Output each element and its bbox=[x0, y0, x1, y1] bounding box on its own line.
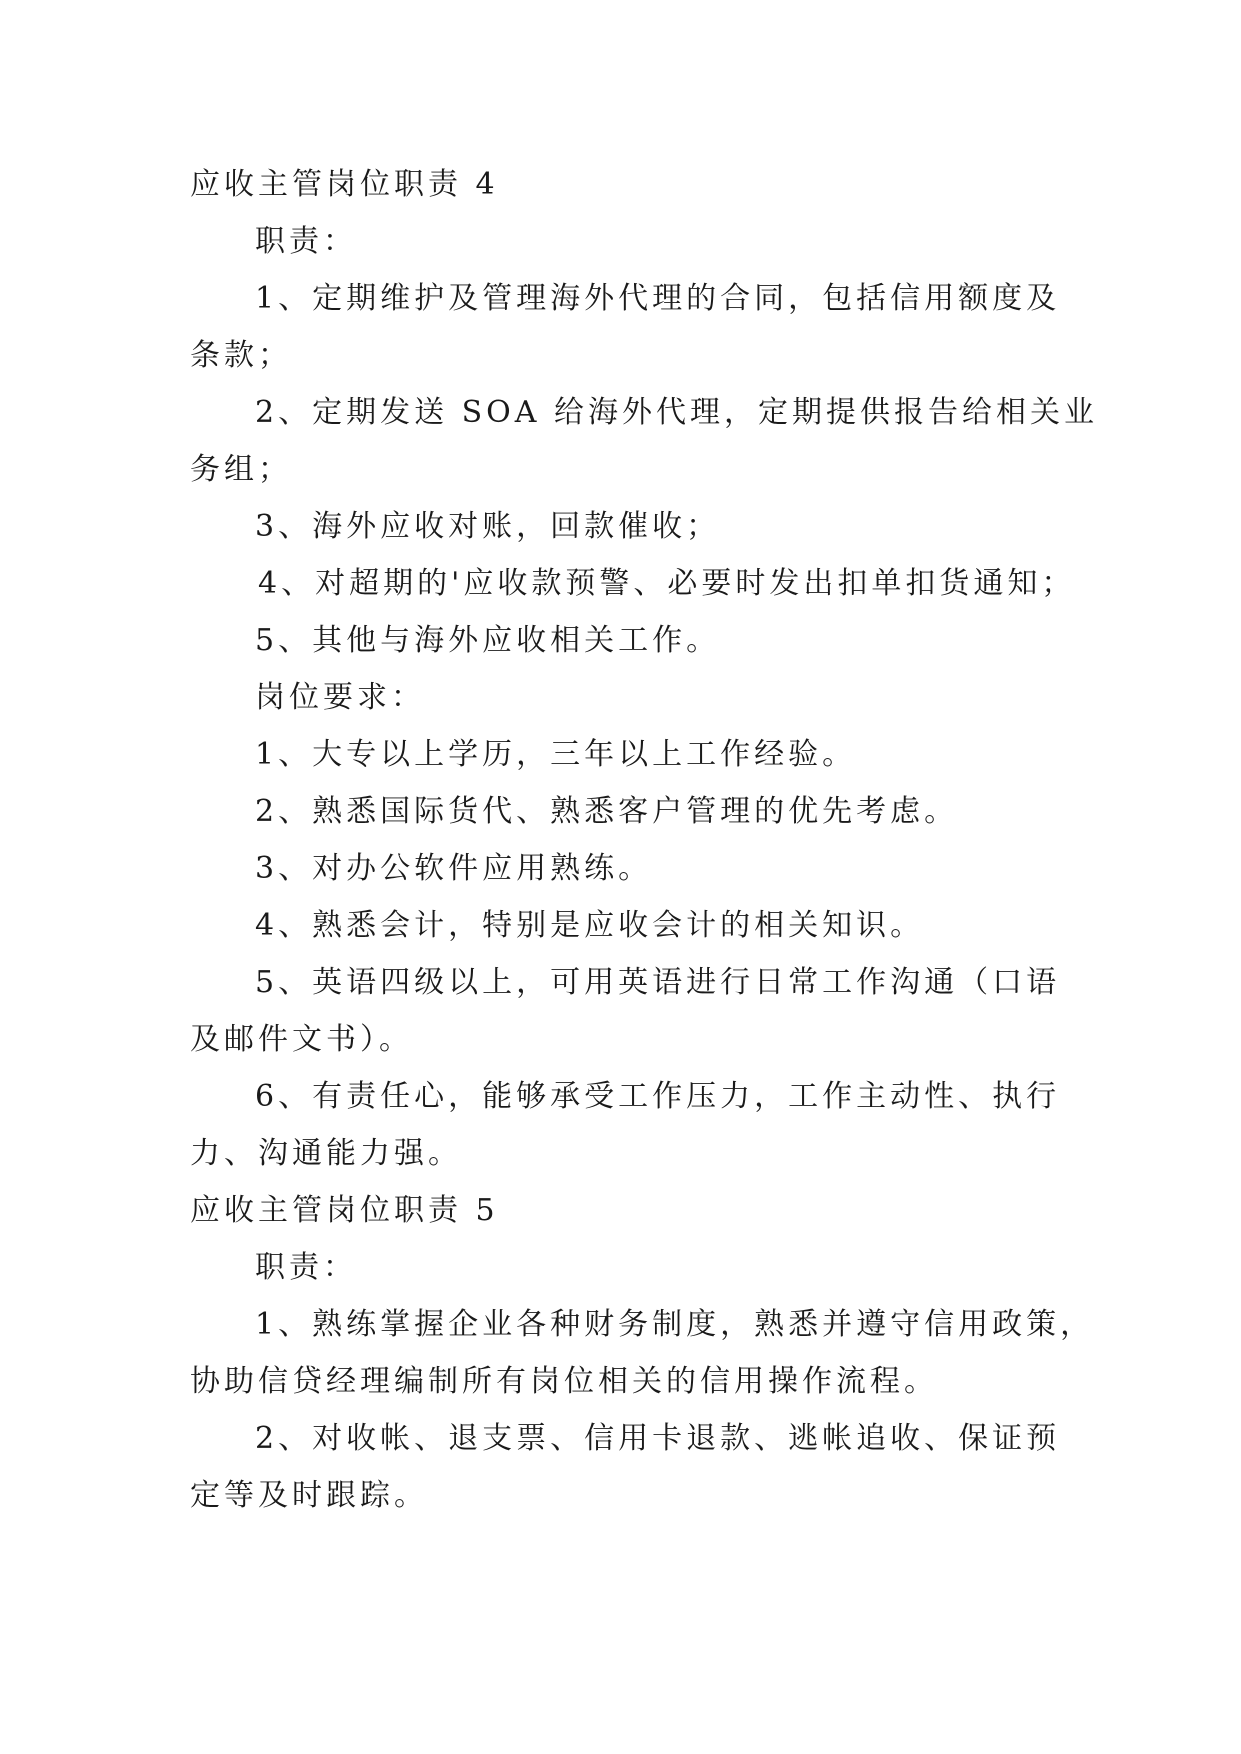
section4-duty-4: 4、对超期的'应收款预警、必要时发出扣单扣货通知； bbox=[258, 566, 1076, 601]
section5-duty-2-line2: 定等及时跟踪。 bbox=[190, 1478, 428, 1513]
section4-requirement-5-line2: 及邮件文书）。 bbox=[190, 1022, 413, 1057]
section4-requirements-heading: 岗位要求： bbox=[255, 680, 425, 715]
section4-duty-2-line1: 2、定期发送 SOA 给海外代理，定期提供报告给相关业 bbox=[255, 395, 1098, 430]
section4-duty-1-line2: 条款； bbox=[190, 338, 292, 373]
section4-duty-5: 5、其他与海外应收相关工作。 bbox=[255, 623, 721, 658]
section4-duties-heading: 职责： bbox=[255, 224, 357, 259]
section5-duty-1-line1: 1、熟练掌握企业各种财务制度，熟悉并遵守信用政策， bbox=[255, 1307, 1095, 1342]
section4-requirement-6-line2: 力、沟通能力强。 bbox=[190, 1136, 462, 1171]
section4-duty-1-line1: 1、定期维护及管理海外代理的合同，包括信用额度及 bbox=[255, 281, 1061, 316]
section4-requirement-3: 3、对办公软件应用熟练。 bbox=[255, 851, 653, 886]
section4-requirement-6-line1: 6、有责任心，能够承受工作压力，工作主动性、执行 bbox=[255, 1079, 1061, 1114]
section4-duty-2-line2: 务组； bbox=[190, 452, 292, 487]
section5-duty-1-line2: 协助信贷经理编制所有岗位相关的信用操作流程。 bbox=[190, 1364, 938, 1399]
section4-title: 应收主管岗位职责 4 bbox=[190, 167, 499, 202]
section5-duties-heading: 职责： bbox=[255, 1250, 357, 1285]
section4-requirement-4: 4、熟悉会计，特别是应收会计的相关知识。 bbox=[255, 908, 925, 943]
section4-duty-3: 3、海外应收对账，回款催收； bbox=[255, 509, 721, 544]
section5-title: 应收主管岗位职责 5 bbox=[190, 1193, 499, 1228]
section4-requirement-5-line1: 5、英语四级以上，可用英语进行日常工作沟通（口语 bbox=[255, 965, 1061, 1000]
section4-requirement-2: 2、熟悉国际货代、熟悉客户管理的优先考虑。 bbox=[255, 794, 959, 829]
section5-duty-2-line1: 2、对收帐、退支票、信用卡退款、逃帐追收、保证预 bbox=[255, 1421, 1061, 1456]
section4-requirement-1: 1、大专以上学历，三年以上工作经验。 bbox=[255, 737, 857, 772]
